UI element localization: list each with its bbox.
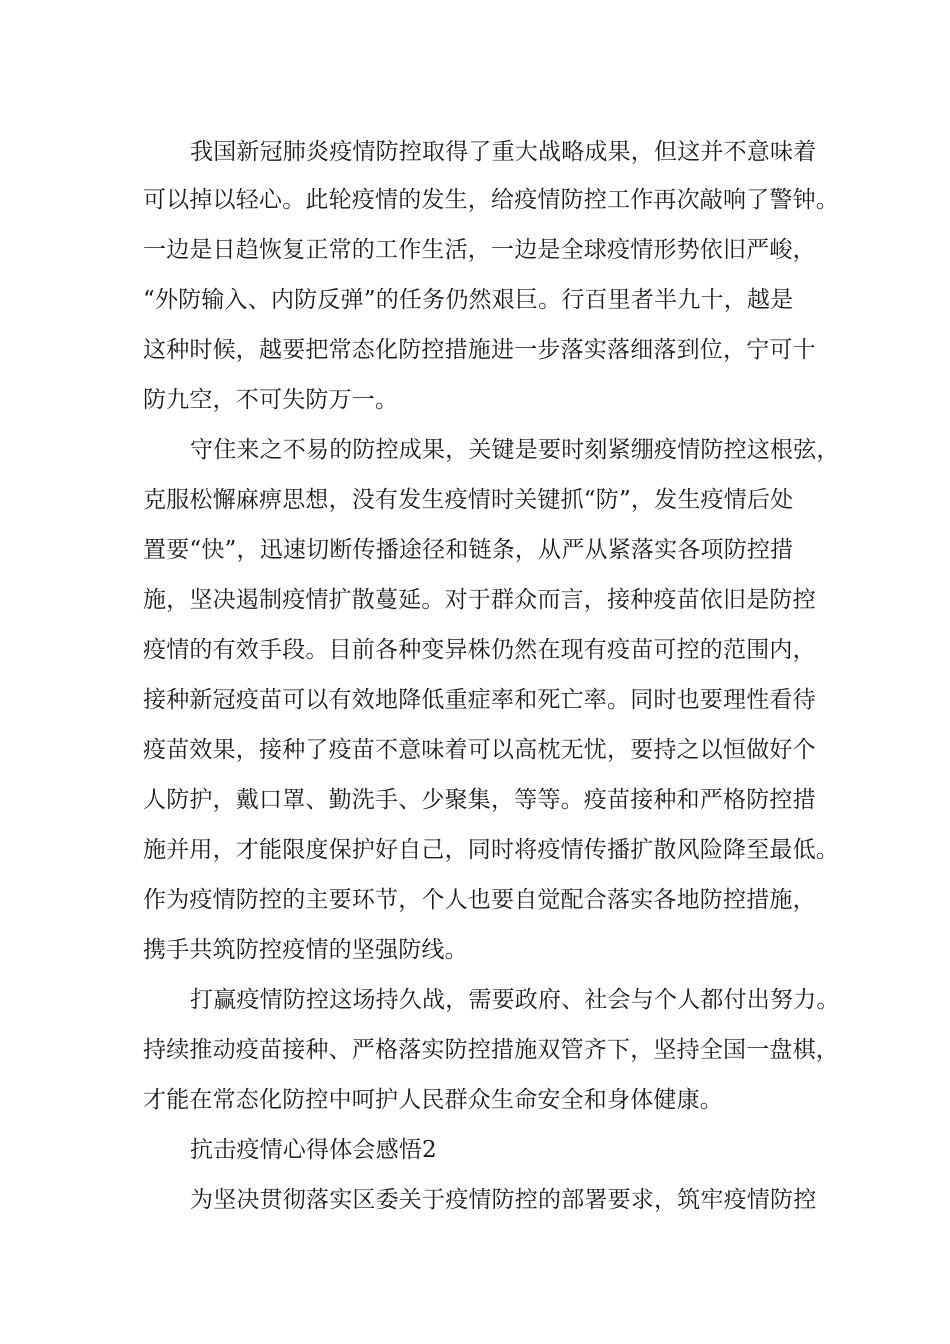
text-line: 克服松懈麻痹思想，没有发生疫情时关键抓“防”，发生疫情后处 xyxy=(143,487,794,513)
text-line: 才能在常态化防控中呵护人民群众生命安全和身体健康。 xyxy=(143,1087,723,1113)
text-line: 疫情的有效手段。目前各种变异株仍然在现有疫苗可控的范围内， xyxy=(143,637,816,663)
text-line: 一边是日趋恢复正常的工作生活，一边是全球疫情形势依旧严峻， xyxy=(143,237,816,263)
text-line: 置要“快”，迅速切断传播途径和链条，从严从紧落实各项防控措 xyxy=(143,537,794,563)
text-line: 守住来之不易的防控成果，关键是要时刻紧绷疫情防控这根弦， xyxy=(190,437,840,463)
text-line: 施并用，才能限度保护好自己，同时将疫情传播扩散风险降至最低。 xyxy=(143,837,839,863)
text-line: 可以掉以轻心。此轮疫情的发生，给疫情防控工作再次敲响了警钟。 xyxy=(143,187,839,213)
text-line: 打赢疫情防控这场持久战，需要政府、社会与个人都付出努力。 xyxy=(190,987,840,1013)
text-line: 携手共筑防控疫情的坚强防线。 xyxy=(143,937,468,963)
text-line: 持续推动疫苗接种、严格落实防控措施双管齐下，坚持全国一盘棋， xyxy=(143,1037,839,1063)
text-line: 我国新冠肺炎疫情防控取得了重大战略成果，但这并不意味着 xyxy=(190,139,817,165)
text-line: 这种时候，越要把常态化防控措施进一步落实落细落到位，宁可十 xyxy=(143,337,816,363)
text-line: 施，坚决遏制疫情扩散蔓延。对于群众而言，接种疫苗依旧是防控 xyxy=(143,587,816,613)
text-line: 防九空，不可失防万一。 xyxy=(143,387,399,413)
section-heading: 抗击疫情心得体会感悟2 xyxy=(190,1137,437,1163)
text-line: 人防护，戴口罩、勤洗手、少聚集，等等。疫苗接种和严格防控措 xyxy=(143,787,816,813)
text-line: 接种新冠疫苗可以有效地降低重症率和死亡率。同时也要理性看待 xyxy=(143,687,816,713)
text-line: 疫苗效果，接种了疫苗不意味着可以高枕无忧，要持之以恒做好个 xyxy=(143,737,816,763)
text-line: “外防输入、内防反弹”的任务仍然艰巨。行百里者半九十，越是 xyxy=(143,287,794,313)
text-line: 为坚决贯彻落实区委关于疫情防控的部署要求，筑牢疫情防控 xyxy=(190,1187,817,1213)
text-line: 作为疫情防控的主要环节，个人也要自觉配合落实各地防控措施， xyxy=(143,887,816,913)
